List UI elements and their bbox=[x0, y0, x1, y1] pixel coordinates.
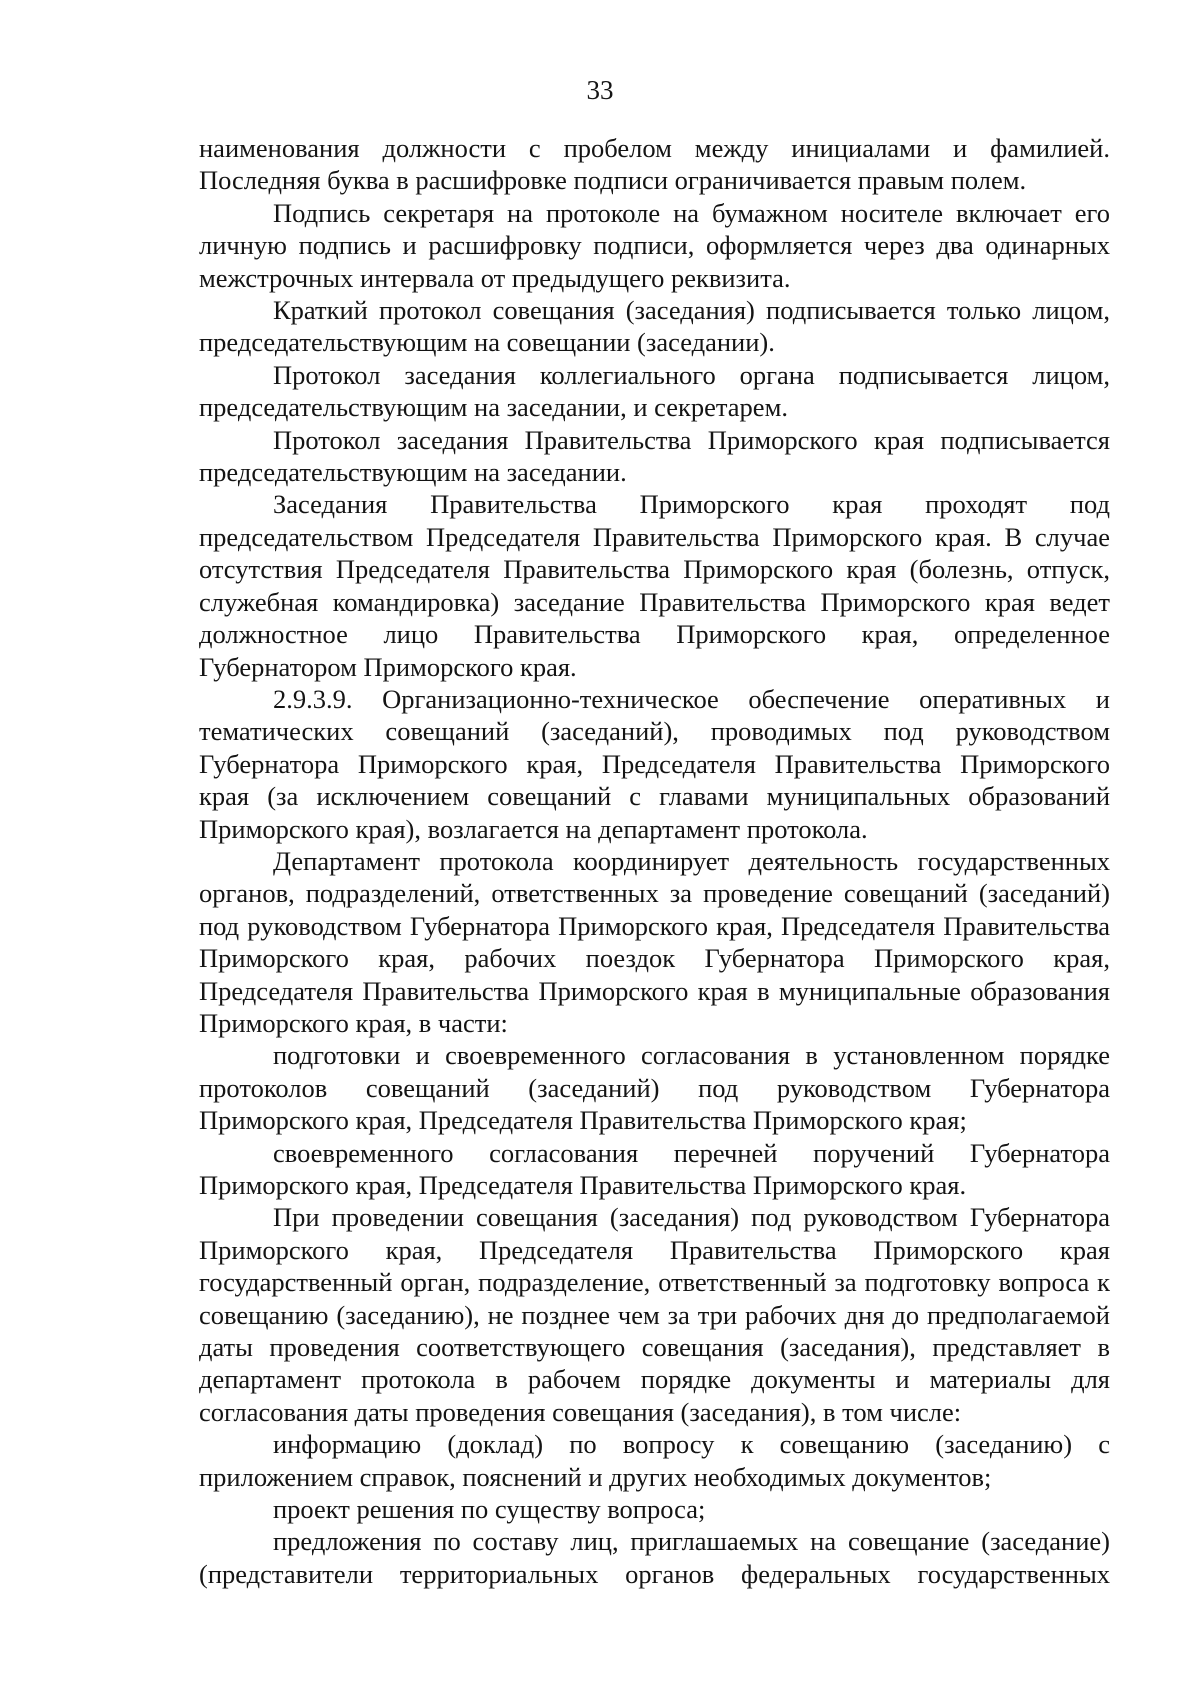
text-line: тематических совещаний (заседаний), проводимых под руководством bbox=[199, 716, 1110, 747]
text-line: приложением справок, пояснений и других необходимых документов; bbox=[199, 1461, 992, 1492]
paragraph bbox=[125, 845, 1110, 1039]
text-line: 2.9.3.9. Организационно-техническое обеспечение оперативных и bbox=[273, 683, 1110, 714]
text-line: органов, подразделений, ответственных за проведение совещаний (заседаний) bbox=[199, 878, 1110, 909]
text-line: Губернатором Приморского края. bbox=[199, 651, 577, 682]
text-line: Департамент протокола координирует деятельность государственных bbox=[273, 845, 1110, 876]
paragraph bbox=[125, 424, 1110, 489]
text-line: протоколов совещаний (заседаний) под руководством Губернатора bbox=[199, 1072, 1110, 1103]
text-line: подготовки и своевременного согласования в установленном порядке bbox=[273, 1040, 1110, 1071]
paragraph bbox=[125, 1201, 1110, 1428]
paragraph bbox=[125, 1428, 1110, 1493]
text-line: Протокол заседания коллегиального органа подписывается лицом, bbox=[273, 359, 1110, 390]
paragraph bbox=[125, 683, 1110, 845]
text-line: Приморского края), возлагается на департамент протокола. bbox=[199, 813, 868, 844]
text-line: информацию (доклад) по вопросу к совещанию (заседанию) с bbox=[273, 1429, 1110, 1460]
paragraph bbox=[125, 1493, 1110, 1525]
text-line: согласования даты проведения совещания (заседания), в том числе: bbox=[199, 1396, 962, 1427]
paragraph bbox=[125, 132, 1110, 197]
text-line: Приморского края, Председателя Правительства Приморского края. bbox=[199, 1170, 967, 1200]
text-line: служебная командировка) заседание Правительства Приморского края ведет bbox=[199, 586, 1110, 617]
text-line: При проведении совещания (заседания) под руководством Губернатора bbox=[273, 1202, 1110, 1233]
text-line: Краткий протокол совещания (заседания) подписывается только лицом, bbox=[273, 295, 1110, 326]
text-line: председательствующим на заседании, и секретарем. bbox=[199, 392, 788, 423]
text-line: Заседания Правительства Приморского края проходят под bbox=[273, 489, 1110, 520]
text-line: своевременного согласования перечней поручений Губернатора bbox=[273, 1137, 1110, 1168]
text-line: председательствующим на совещании (заседании). bbox=[199, 327, 775, 358]
text-line: Последняя буква в расшифровке подписи ограничивается правым полем. bbox=[199, 165, 1027, 196]
text-line: даты проведения соответствующего совещания (заседания), представляет в bbox=[199, 1332, 1110, 1363]
text-line: государственный орган, подразделение, ответственный за подготовку вопроса к bbox=[199, 1267, 1110, 1298]
paragraph bbox=[125, 488, 1110, 682]
text-line: Приморского края, рабочих поездок Губернатора Приморского края, bbox=[199, 943, 1110, 974]
paragraph bbox=[125, 1039, 1110, 1136]
page-number: 33 bbox=[586, 75, 614, 105]
text-line: проект решения по существу вопроса; bbox=[273, 1494, 706, 1525]
text-line: под руководством Губернатора Приморского края, Председателя Правительства bbox=[199, 910, 1110, 941]
text-line: председательством Председателя Правительства Приморского края. В случае bbox=[199, 521, 1110, 552]
text-line: Протокол заседания Правительства Приморского края подписывается bbox=[273, 424, 1110, 455]
paragraph bbox=[125, 294, 1110, 359]
text-line: Губернатора Приморского края, Председателя Правительства Приморского bbox=[199, 748, 1110, 779]
text-line: должностное лицо Правительства Приморского края, определенное bbox=[199, 619, 1110, 650]
text-line: Приморского края, в части: bbox=[199, 1007, 508, 1038]
text-line: наименования должности с пробелом между инициалами и фамилией. bbox=[199, 133, 1110, 163]
text-line: Председателя Правительства Приморского края в муниципальные образования bbox=[199, 975, 1110, 1006]
document-body bbox=[125, 132, 1110, 1590]
text-line: личную подпись и расшифровку подписи, оформляется через два одинарных bbox=[199, 230, 1110, 261]
text-line: межстрочных интервала от предыдущего реквизита. bbox=[199, 262, 791, 293]
text-line: совещанию (заседанию), не позднее чем за три рабочих дня до предполагаемой bbox=[199, 1299, 1110, 1330]
paragraph bbox=[125, 197, 1110, 294]
text-line: края (за исключением совещаний с главами муниципальных образований bbox=[199, 781, 1110, 812]
text-line: департамент протокола в рабочем порядке документы и материалы для bbox=[199, 1364, 1110, 1395]
text-line: Приморского края, Председателя Правительства Приморского края bbox=[199, 1234, 1110, 1265]
text-line: предложения по составу лиц, приглашаемых на совещание (заседание) bbox=[273, 1526, 1110, 1557]
text-line: (представители территориальных органов федеральных государственных bbox=[199, 1558, 1110, 1589]
text-line: Приморского края, Председателя Правительства Приморского края; bbox=[199, 1105, 967, 1136]
paragraph bbox=[125, 1137, 1110, 1202]
paragraph bbox=[125, 1525, 1110, 1590]
text-line: отсутствия Председателя Правительства Приморского края (болезнь, отпуск, bbox=[199, 554, 1110, 585]
text-line: Подпись секретаря на протоколе на бумажном носителе включает его bbox=[273, 197, 1110, 228]
paragraph bbox=[125, 359, 1110, 424]
text-line: председательствующим на заседании. bbox=[199, 457, 627, 488]
